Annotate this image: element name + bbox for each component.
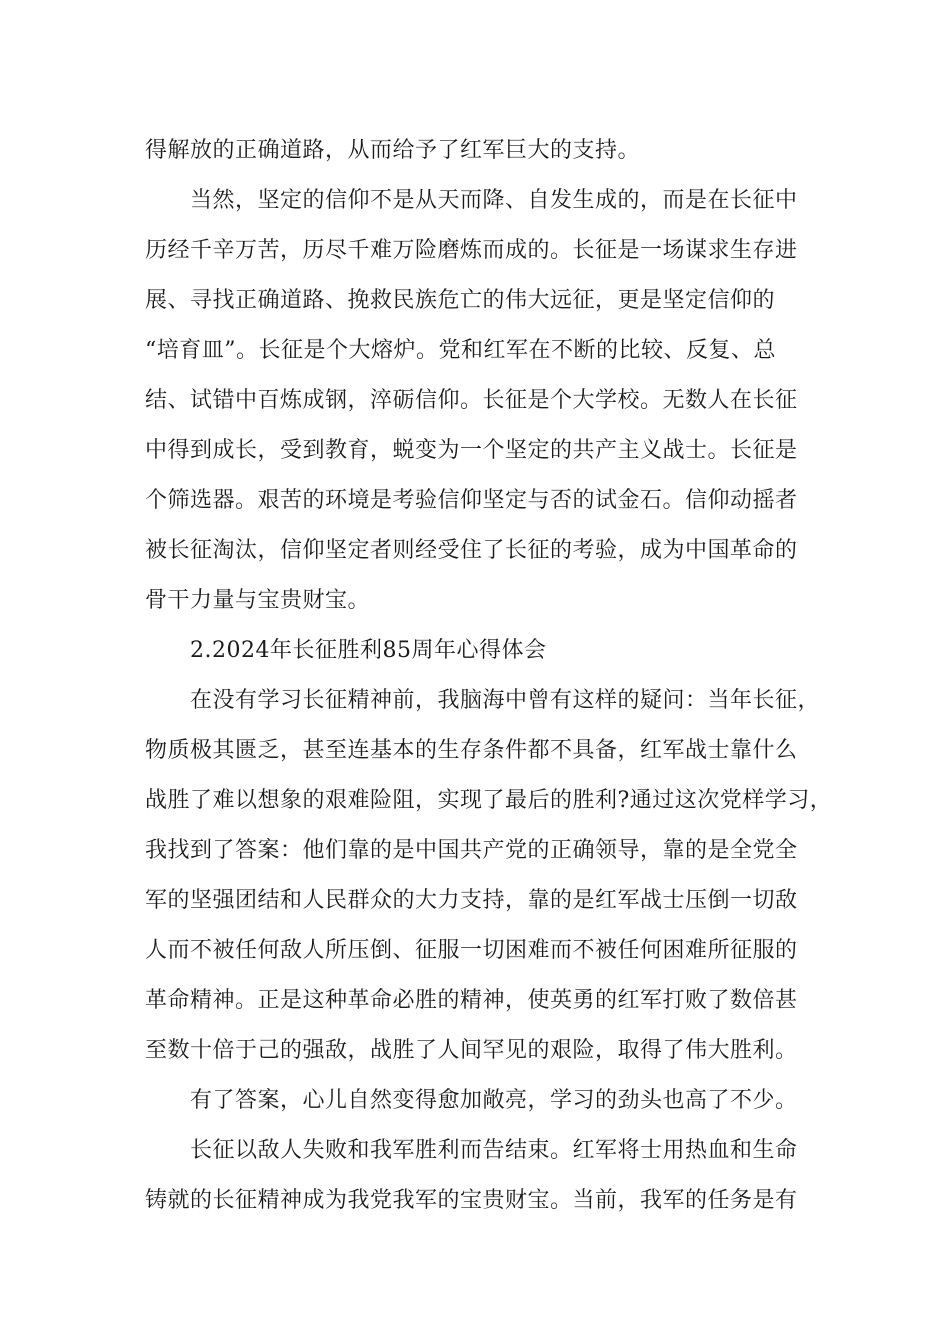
text-line: 被长征淘汰，信仰坚定者则经受住了长征的考验，成为中国革命的: [145, 538, 798, 563]
section-heading: 2.2024年长征胜利85周年心得体会: [190, 638, 547, 663]
paragraph-start: 长征以敌人失败和我军胜利而告结束。红军将士用热血和生命: [190, 1138, 798, 1163]
text-line: 铸就的长征精神成为我党我军的宝贵财宝。当前，我军的任务是有: [145, 1188, 798, 1213]
text-line: 骨干力量与宝贵财宝。: [145, 588, 371, 613]
text-line: 历经千辛万苦，历尽千难万险磨炼而成的。长征是一场谋求生存进: [145, 238, 798, 263]
text-line: 物质极其匮乏，甚至连基本的生存条件都不具备，红军战士靠什么: [145, 738, 798, 763]
paragraph-start: 在没有学习长征精神前，我脑海中曾有这样的疑问：当年长征，: [190, 688, 821, 713]
text-line: 个筛选器。艰苦的环境是考验信仰坚定与否的试金石。信仰动摇者: [145, 488, 798, 513]
text-line: 结、试错中百炼成钢，淬砺信仰。长征是个大学校。无数人在长征: [145, 388, 798, 413]
text-line: 战胜了难以想象的艰难险阻，实现了最后的胜利?通过这次党样学习，: [145, 788, 833, 813]
text-line: “培育皿”。长征是个大熔炉。党和红军在不断的比较、反复、总: [145, 338, 776, 363]
text-line: 革命精神。正是这种革命必胜的精神，使英勇的红军打败了数倍甚: [145, 988, 798, 1013]
text-line: 得解放的正确道路，从而给予了红军巨大的支持。: [145, 138, 641, 163]
text-line: 展、寻找正确道路、挽救民族危亡的伟大远征，更是坚定信仰的: [145, 288, 776, 313]
text-line: 军的坚强团结和人民群众的大力支持，靠的是红军战士压倒一切敌: [145, 888, 798, 913]
paragraph-start: 有了答案，心儿自然变得愈加敞亮，学习的劲头也高了不少。: [190, 1088, 798, 1113]
text-line: 我找到了答案：他们靠的是中国共产党的正确领导，靠的是全党全: [145, 838, 798, 863]
text-line: 中得到成长，受到教育，蜕变为一个坚定的共产主义战士。长征是: [145, 438, 798, 463]
text-line: 人而不被任何敌人所压倒、征服一切困难而不被任何困难所征服的: [145, 938, 798, 963]
text-line: 至数十倍于己的强敌，战胜了人间罕见的艰险，取得了伟大胜利。: [145, 1038, 798, 1063]
paragraph-start: 当然，坚定的信仰不是从天而降、自发生成的，而是在长征中: [190, 188, 798, 213]
